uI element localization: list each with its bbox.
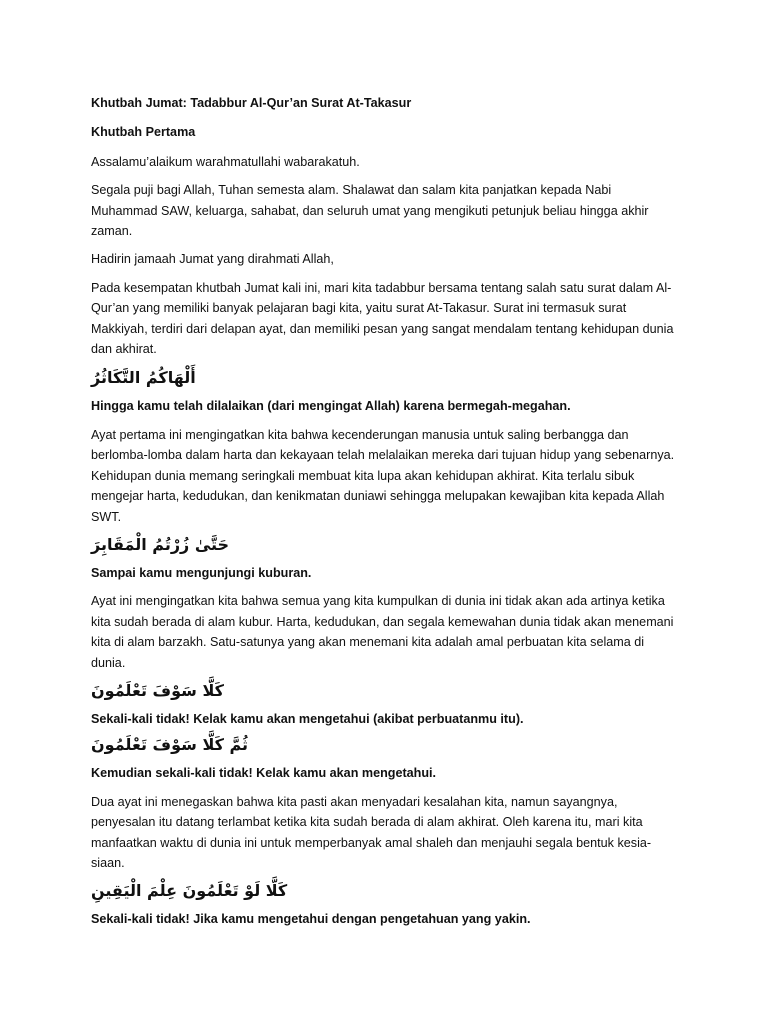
ayat-3-translation: Sekali-kali tidak! Kelak kamu akan mengetahui (akibat perbuatanmu itu). [91, 711, 524, 726]
ayat-2-translation: Sampai kamu mengunjungi kuburan. [91, 565, 312, 580]
ayat-4-arabic: ثُمَّ كَلَّا سَوْفَ تَعْلَمُونَ [91, 735, 249, 755]
opening-paragraph: Segala puji bagi Allah, Tuhan semesta alam. Shalawat dan salam kita panjatkan kepada Nabi Muhammad SAW, keluarga, sahabat, dan seluruh umat yang mengikuti petunjuk beliau hingga akhir zaman. [91, 183, 649, 239]
greeting-paragraph: Assalamu’alaikum warahmatullahi wabarakatuh. [91, 154, 360, 169]
ayat-5-arabic: كَلَّا لَوْ تَعْلَمُونَ عِلْمَ الْيَقِينِ [91, 881, 288, 901]
intro-paragraph: Pada kesempatan khutbah Jumat kali ini, mari kita tadabbur bersama tentang salah satu surat dalam Al-Qur’an yang memiliki banyak pelajaran bagi kita, yaitu surat At-Takasur. Surat ini termasuk surat Makkiyah, terdiri dari delapan ayat, dan memiliki pesan yang sangat mendalam tentang kehidupan dunia dan akhirat. [91, 280, 674, 357]
ayat-3-4-explanation: Dua ayat ini menegaskan bahwa kita pasti akan menyadari kesalahan kita, namun sayangnya, penyesalan itu datang terlambat ketika kita sudah berada di alam akhirat. Oleh karena itu, mari kita manfaatkan waktu di dunia ini untuk memperbanyak amal shaleh dan menjauhi segala bentuk kesia-siaan. [91, 794, 652, 870]
document-page [91, 93, 681, 930]
address-paragraph: Hadirin jamaah Jumat yang dirahmati Allah, [91, 252, 334, 267]
ayat-5-translation: Sekali-kali tidak! Jika kamu mengetahui dengan pengetahuan yang yakin. [91, 912, 531, 927]
ayat-1-arabic: أَلْهَاكُمُ التَّكَاثُرُ [91, 368, 196, 388]
section-heading: Khutbah Pertama [91, 125, 196, 140]
ayat-1-explanation: Ayat pertama ini mengingatkan kita bahwa kecenderungan manusia untuk saling berbangga dan berlomba-lomba dalam harta dan kekayaan telah melalaikan mereka dari tujuan hidup yang sebenarnya. Kehidupan dunia memang seringkali membuat kita lupa akan kehidupan akhirat. Kita terlalu sibuk mengejar harta, kedudukan, dan kenikmatan duniawi sehingga melupakan kewajiban kita kepada Allah SWT. [91, 427, 675, 524]
ayat-4-translation: Kemudian sekali-kali tidak! Kelak kamu akan mengetahui. [91, 766, 437, 781]
ayat-2-arabic: حَتَّىٰ زُرْتُمُ الْمَقَابِرَ [91, 534, 230, 554]
document-title: Khutbah Jumat: Tadabbur Al-Qur’an Surat At-Takasur [91, 96, 412, 110]
ayat-1-translation: Hingga kamu telah dilalaikan (dari mengingat Allah) karena bermegah-megahan. [91, 399, 571, 414]
ayat-3-arabic: كَلَّا سَوْفَ تَعْلَمُونَ [91, 680, 224, 700]
ayat-2-explanation: Ayat ini mengingatkan kita bahwa semua yang kita kumpulkan di dunia ini tidak akan ada artinya ketika kita sudah berada di alam kubur. Harta, kedudukan, dan segala kemewahan dunia tidak akan menemani kita di alam barzakh. Satu-satunya yang akan menemani kita adalah amal perbuatan kita selama di dunia. [91, 594, 674, 670]
